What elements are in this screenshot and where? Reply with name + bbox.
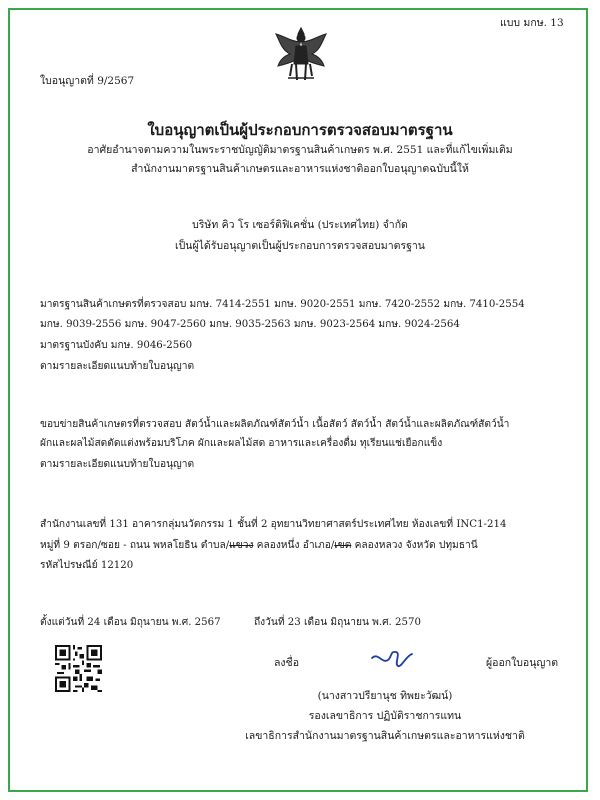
standards-line-1: มาตรฐานสินค้าเกษตรที่ตรวจสอบ มกษ. 7414-2551 มกษ. 9020-2551 มกษ. 7420-2552 มกษ. 7410-2554 bbox=[40, 299, 525, 310]
scope-line-3: ตามรายละเอียดแนบท้ายใบอนุญาต bbox=[40, 459, 195, 470]
company-name: บริษัท คิว โร เซอร์ติฟิเคชั่น (ประเทศไทย) จำกัด bbox=[192, 219, 408, 231]
signer-role: รองเลขาธิการ ปฏิบัติราชการแทน bbox=[308, 710, 462, 722]
sign-label: ลงชื่อ bbox=[274, 657, 299, 669]
qr-code bbox=[55, 645, 102, 692]
standards-line-3: มาตรฐานบังคับ มกษ. 9046-2560 bbox=[40, 340, 193, 351]
address-khet-struck: เขต bbox=[334, 540, 352, 551]
company-role: เป็นผู้ได้รับอนุญาตเป็นผู้ประกอบการตรวจสอบมาตรฐาน bbox=[175, 240, 425, 252]
address-amphoe: คลองหลวง จังหวัด ปทุมธานี bbox=[351, 540, 478, 551]
authority-line-1: อาศัยอำนาจตามความในพระราชบัญญัติมาตรฐานสินค้าเกษตร พ.ศ. 2551 และที่แก้ไขเพิ่มเติม bbox=[87, 144, 513, 156]
address-tambon: คลองหนึ่ง อำเภอ/ bbox=[253, 540, 335, 551]
address-khwaeng-struck: แขวง bbox=[229, 540, 254, 551]
standards-line-2: มกษ. 9039-2556 มกษ. 9047-2560 มกษ. 9035-2563 มกษ. 9023-2564 มกษ. 9024-2564 bbox=[40, 319, 460, 330]
standards-line-4: ตามรายละเอียดแนบท้ายใบอนุญาต bbox=[40, 361, 195, 372]
form-code: แบบ มกษ. 13 bbox=[500, 17, 564, 29]
page-title: ใบอนุญาตเป็นผู้ประกอบการตรวจสอบมาตรฐาน bbox=[147, 121, 453, 139]
address-line-1: สำนักงานเลขที่ 131 อาคารกลุ่มนวัตกรรม 1 ชั้นที่ 2 อุทยานวิทยาศาสตร์ประเทศไทย ห้องเลขที่ INC1-214 bbox=[40, 519, 507, 530]
license-number: ใบอนุญาตที่ 9/2567 bbox=[40, 75, 135, 87]
valid-to: ถึงวันที่ 23 เดือน มิถุนายน พ.ศ. 2570 bbox=[254, 617, 421, 628]
signer-organization: เลขาธิการสำนักงานมาตรฐานสินค้าเกษตรและอาหารแห่งชาติ bbox=[245, 730, 525, 742]
signature-icon bbox=[370, 648, 414, 670]
valid-from: ตั้งแต่วันที่ 24 เดือน มิถุนายน พ.ศ. 2567 bbox=[40, 617, 221, 628]
garuda-emblem-icon bbox=[270, 24, 332, 86]
issuer-label: ผู้ออกใบอนุญาต bbox=[486, 657, 559, 669]
authority-line-2: สำนักงานมาตรฐานสินค้าเกษตรและอาหารแห่งชาติออกใบอนุญาตฉบับนี้ให้ bbox=[131, 163, 469, 175]
address-postcode: รหัสไปรษณีย์ 12120 bbox=[40, 560, 134, 571]
scope-line-1: ขอบข่ายสินค้าเกษตรที่ตรวจสอบ สัตว์น้ำและผลิตภัณฑ์สัตว์น้ำ เนื้อสัตว์ สัตว์น้ำ สัตว์น้ำและผลิตภัณฑ์สัตว์น้ำ bbox=[40, 419, 510, 430]
scope-line-2: ผักและผลไม้สดตัดแต่งพร้อมบริโภค ผักและผลไม้สด อาหารและเครื่องดื่ม ทุเรียนแช่เยือกแข็ง bbox=[40, 438, 443, 449]
address-moo: หมู่ที่ 9 ตรอก/ซอย - ถนน พหลโยธิน ตำบล/ bbox=[40, 540, 230, 551]
address-line-2 bbox=[40, 537, 478, 553]
signer-name: (นางสาวปรียานุช ทิพยะวัฒน์) bbox=[317, 690, 453, 702]
